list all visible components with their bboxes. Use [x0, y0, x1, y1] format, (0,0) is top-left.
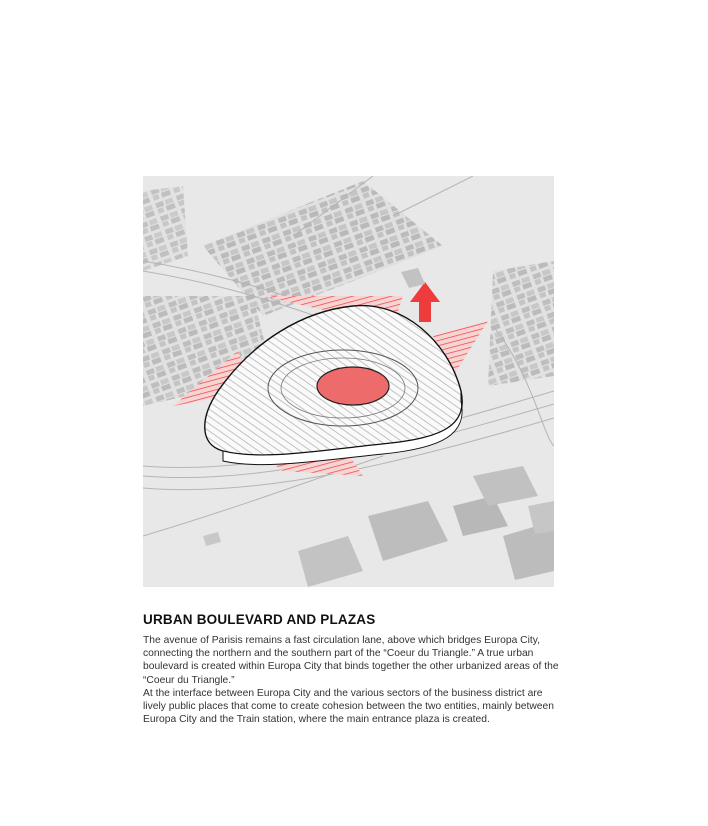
central-plaza: [317, 367, 389, 405]
section-body: [143, 634, 563, 726]
northwest-blocks: [143, 186, 188, 271]
east-urban-blocks: [488, 261, 554, 386]
paragraph-1: The avenue of Parisis remains a fast circulation lane, above which bridges Europa City, connecting the northern and the southern part of the “Coeur du Triangle.” A true urban boulevard is created within Europa City that binds together the other urbanized areas of the “Coeur du Triangle.”: [143, 635, 559, 686]
paragraph-2: At the interface between Europa City and the various sectors of the business district are lively public places that come to create cohesion between the two entities, mainly between Europa City and the Train station, where the main entrance plaza is created.: [143, 687, 554, 726]
section-title: URBAN BOULEVARD AND PLAZAS: [143, 612, 376, 627]
site-plan-figure: [143, 176, 554, 587]
axonometric-site-diagram: [143, 176, 554, 587]
